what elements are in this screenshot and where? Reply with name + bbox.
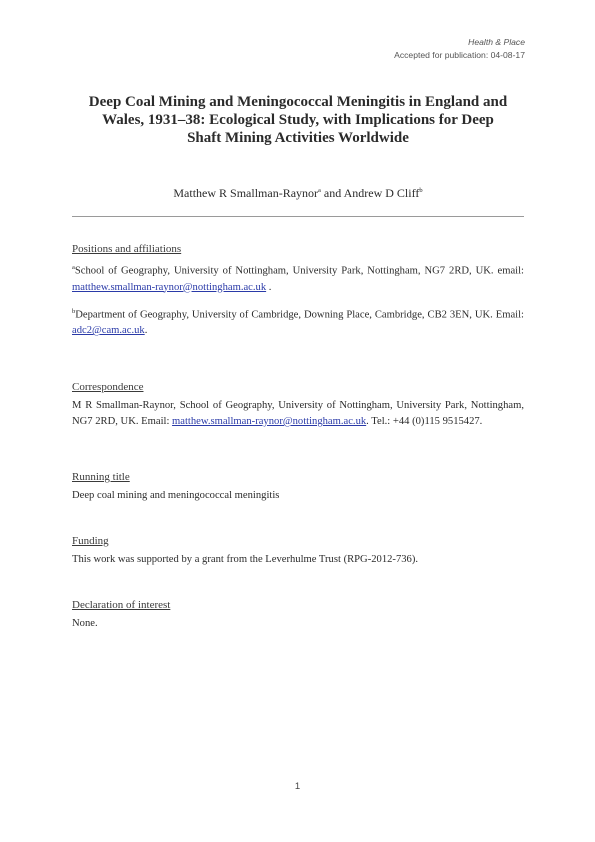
author-conjunction: and — [320, 186, 344, 200]
affiliation-b-email-link[interactable]: adc2@cam.ac.uk — [72, 325, 145, 337]
affiliation-b-end: . — [144, 325, 148, 337]
title-line-1: Deep Coal Mining and Meningococcal Meningitis in England and — [88, 94, 508, 110]
declaration-section — [72, 598, 524, 640]
correspondence-email-link[interactable]: matthew.smallman-raynor@nottingham.ac.uk — [172, 416, 367, 427]
affiliations-section — [72, 242, 524, 347]
affiliation-a-mark: a — [72, 264, 75, 271]
funding-heading: Funding — [72, 535, 109, 547]
author-2-name: Andrew D Cliff — [343, 186, 420, 200]
title-divider — [72, 216, 524, 217]
affiliation-a-email-link[interactable]: matthew.smallman-raynor@nottingham.ac.uk — [72, 281, 267, 293]
correspondence-section — [72, 380, 524, 438]
page-number: 1 — [294, 781, 301, 792]
funding-section — [72, 534, 524, 576]
running-title-text: Deep coal mining and meningococcal meningitis — [72, 490, 280, 501]
journal-name: Health & Place — [468, 37, 525, 47]
paper-title — [72, 93, 524, 147]
affiliations-heading: Positions and affiliations — [72, 243, 182, 255]
title-line-3: Shaft Mining Activities Worldwide — [187, 130, 409, 146]
affiliation-b-mark: b — [72, 307, 76, 315]
author-2-affiliation-mark: b — [419, 187, 423, 194]
funding-text: This work was supported by a grant from the Leverhulme Trust (RPG-2012-736). — [72, 554, 419, 565]
correspondence-text — [72, 398, 524, 430]
declaration-heading: Declaration of interest — [72, 599, 171, 611]
author-list — [72, 183, 524, 201]
correspondence-heading: Correspondence — [72, 381, 144, 393]
accepted-date: Accepted for publication: 04-08-17 — [394, 50, 525, 60]
author-1-affiliation-mark: a — [318, 187, 321, 194]
affiliation-a-text: School of Geography, University of Nottingham, University Park, Nottingham, NG7 2RD, UK. email: — [74, 265, 524, 277]
affiliation-b — [72, 304, 524, 340]
author-1-name: Matthew R Smallman-Raynor — [173, 186, 319, 200]
title-line-2: Wales, 1931–38: Ecological Study, with Implications for Deep — [102, 112, 494, 128]
affiliation-a — [72, 260, 524, 296]
running-title-heading: Running title — [72, 471, 130, 483]
affiliation-b-text: Department of Geography, University of Cambridge, Downing Place, Cambridge, CB2 3EN, UK. Email: — [75, 309, 524, 321]
running-title-section — [72, 470, 524, 512]
affiliation-a-end: . — [266, 281, 272, 293]
declaration-text: None. — [72, 618, 98, 629]
correspondence-telephone: . Tel.: +44 (0)115 9515427. — [366, 416, 483, 427]
correspondence-address: M R Smallman-Raynor, School of Geography, University of Nottingham, University Park, Nottingham, NG7 2RD, UK. Email: — [72, 400, 524, 427]
running-header — [394, 36, 525, 62]
